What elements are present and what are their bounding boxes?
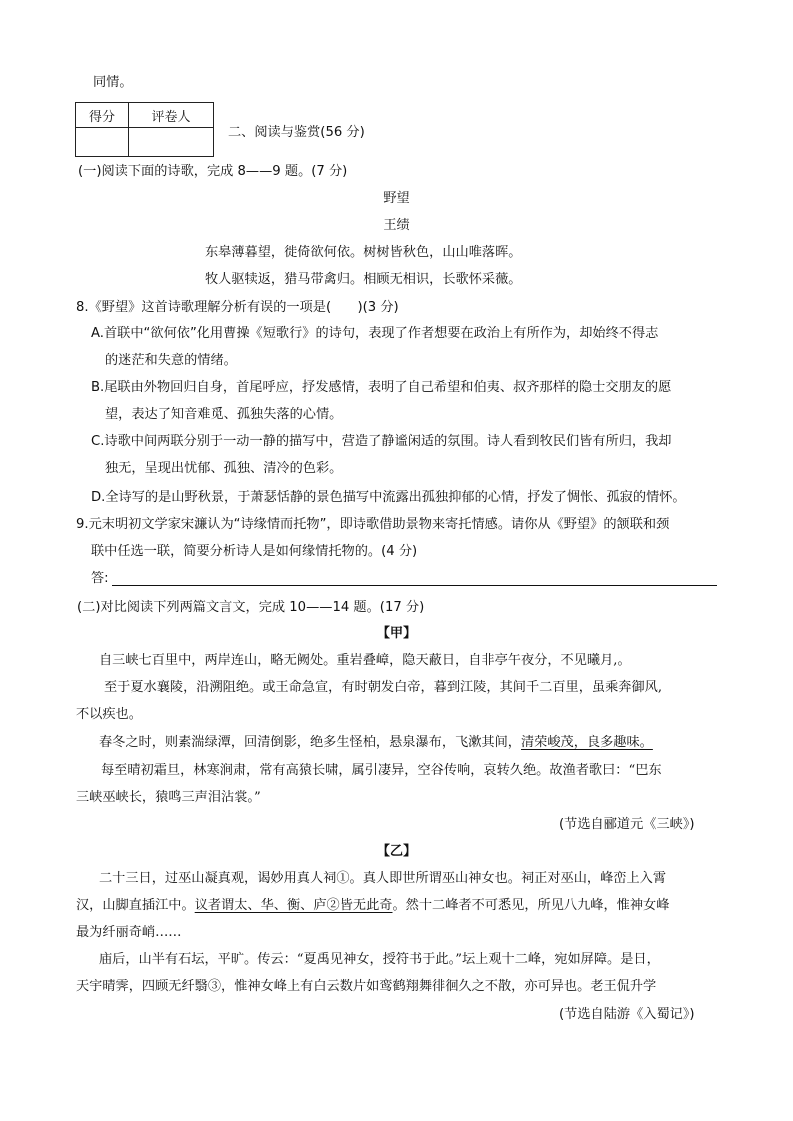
- jia-paragraph: [99, 734, 653, 752]
- q8-option-b: B.尾联由外物回归自身，首尾呼应，抒发感情，表明了自己希望和伯夷、叔齐那样的隐士交朋友的愿: [91, 380, 672, 395]
- section2-title: 二、阅读与鉴赏(56 分): [228, 125, 365, 140]
- jia-heading: 【甲】: [376, 626, 417, 641]
- q8-option-c: C.诗歌中间两联分别于一动一静的描写中，营造了静谧闲适的氛围。诗人看到牧民们皆有所归，我却: [91, 434, 672, 449]
- q9-stem-cont: 联中任选一联，简要分析诗人是如何缘情托物的。(4 分): [91, 544, 418, 559]
- yi-paragraph-cont: 最为纤丽奇峭……: [76, 925, 182, 940]
- yi-paragraph-cont: [76, 897, 669, 915]
- score-table: [75, 102, 214, 157]
- q8-option-c-cont: 独无，呈现出忧郁、孤独、清冷的色彩。: [105, 461, 343, 476]
- yi-text: 汉，山脚直插江中。: [76, 898, 195, 913]
- jia-underlined-phrase: 清荣峻茂，良多趣味。: [521, 735, 653, 750]
- score-header: 得分: [76, 103, 129, 128]
- yi-source: (节选自陆游《入蜀记》): [559, 1007, 695, 1022]
- yi-heading: 【乙】: [376, 844, 417, 859]
- poem-author: 王绩: [383, 218, 410, 233]
- yi-paragraph-cont: 天宇晴霁，四顾无纤翳③，惟神女峰上有白云数片如鸾鹤翔舞徘徊久之不散，亦可异也。老王侃升学: [76, 979, 657, 994]
- yi-paragraph: 庙后，山半有石坛，平旷。传云：“夏禹见神女，授符书于此。”坛上观十二峰，宛如屏障。是日，: [99, 952, 660, 967]
- yi-text: 。然十二峰者不可悉见，所见八九峰，惟神女峰: [392, 898, 670, 913]
- score-cell[interactable]: [76, 128, 129, 157]
- q9-answer-line[interactable]: [112, 585, 717, 586]
- q8-option-d: D.全诗写的是山野秋景，于萧瑟恬静的景色描写中流露出孤独抑郁的心情，抒发了惆怅、孤寂的情怀。: [91, 490, 686, 505]
- q9-stem: 9.元末明初文学家宋濂认为“诗缘情而托物”，即诗歌借助景物来寄托情感。请你从《野望》的颔联和颈: [76, 517, 670, 532]
- poem-line: 东皋薄暮望，徙倚欲何依。树树皆秋色，山山唯落晖。: [205, 245, 522, 260]
- previous-answer-ending: 同情。: [93, 75, 133, 90]
- jia-paragraph: 自三峡七百里中，两岸连山，略无阙处。重岩叠嶂，隐天蔽日，自非亭午夜分，不见曦月,。: [99, 653, 631, 668]
- jia-paragraph-cont: 三峡巫峡长，猿鸣三声泪沾裳。”: [76, 790, 261, 805]
- jia-text: 春冬之时，则素湍绿潭，回清倒影，绝多生怪柏，悬泉瀑布，飞漱其间，: [99, 735, 521, 750]
- grader-cell[interactable]: [129, 128, 214, 157]
- part2-instruction: (二)对比阅读下列两篇文言文，完成 10——14 题。(17 分): [77, 600, 425, 615]
- q9-answer-label: 答:: [91, 571, 109, 586]
- q8-option-a: A.首联中“欲何依”化用曹操《短歌行》的诗句，表现了作者想要在政治上有所作为，却始终不得志: [91, 326, 659, 341]
- grader-header: 评卷人: [129, 103, 214, 128]
- jia-paragraph: 每至晴初霜旦，林寒涧肃，常有高猿长啸，属引凄异，空谷传响，哀转久绝。故渔者歌曰：“巴东: [101, 763, 662, 778]
- yi-underlined-phrase: 议者谓太、华、衡、庐②皆无此奇: [194, 898, 393, 913]
- jia-paragraph: 至于夏水襄陵，沿溯阻绝。或王命急宣，有时朝发白帝，暮到江陵，其间千二百里，虽乘奔御风,: [104, 680, 663, 695]
- poem-title: 野望: [383, 191, 410, 206]
- part1-instruction: (一)阅读下面的诗歌，完成 8——9 题。(7 分): [78, 164, 348, 179]
- q8-option-b-cont: 望，表达了知音难觅、孤独失落的心情。: [105, 407, 343, 422]
- q8-stem: 8.《野望》这首诗歌理解分析有误的一项是( )(3 分): [76, 300, 399, 315]
- yi-paragraph: 二十三日，过巫山凝真观，谒妙用真人祠①。真人即世所谓巫山神女也。祠正对巫山，峰峦上入霄: [99, 871, 667, 886]
- jia-source: (节选自郦道元《三峡》): [559, 817, 695, 832]
- poem-line: 牧人驱犊返，猎马带禽归。相顾无相识，长歌怀采薇。: [205, 272, 522, 287]
- jia-paragraph-cont: 不以疾也。: [76, 707, 142, 722]
- q8-option-a-cont: 的迷茫和失意的情绪。: [105, 353, 237, 368]
